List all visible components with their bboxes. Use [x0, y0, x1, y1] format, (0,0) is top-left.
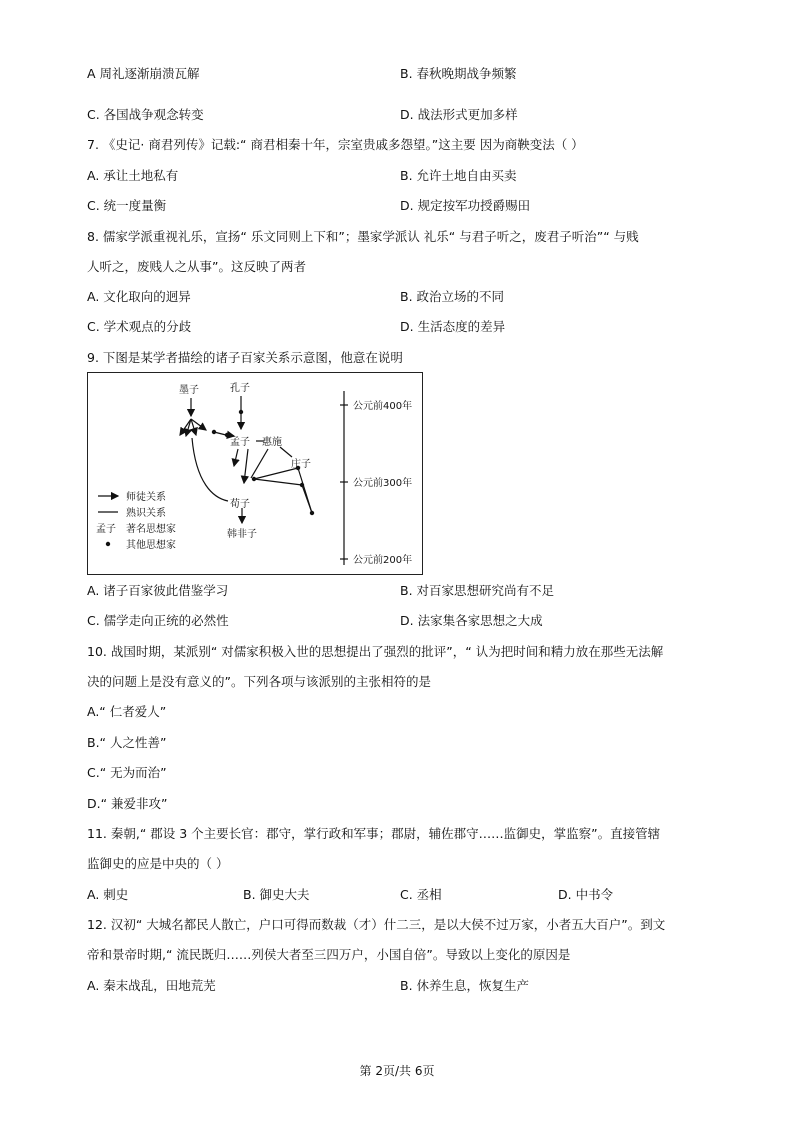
q8-option-a: A. 文化取向的迥异 [87, 289, 191, 304]
q8-option-c: C. 学术观点的分歧 [87, 319, 192, 334]
q12-stem-line1: 12. 汉初“ 大城名都民人散亡，户口可得而数裁（才）什二三，是以大侯不过万家，小者五大百户”。到文 [87, 917, 666, 932]
q7-option-a: A. 承让土地私有 [87, 168, 179, 183]
fig-label-mozi: 墨子 [179, 385, 199, 396]
q7-option-b: B. 允许土地自由买卖 [400, 168, 517, 183]
q7-option-c: C. 统一度量衡 [87, 198, 167, 213]
q10-option-b: B.“ 人之性善” [87, 735, 167, 750]
legend-other: 其他思想家 [126, 540, 176, 551]
q6-option-d: D. 战法形式更加多样 [400, 107, 518, 122]
timeline-label-200bc: 公元前200年 [353, 555, 413, 566]
q6-option-a: A 周礼逐渐崩溃瓦解 [87, 66, 200, 81]
q9-option-d: D. 法家集各家思想之大成 [400, 613, 543, 628]
q12-option-b: B. 休养生息，恢复生产 [400, 978, 530, 993]
legend-acquaint: 熟识关系 [126, 508, 166, 519]
q12-option-a: A. 秦末战乱，田地荒芜 [87, 978, 216, 993]
q11-option-c: C. 丞相 [400, 887, 442, 902]
fig-label-kongzi: 孔子 [230, 383, 250, 394]
q8-option-d: D. 生活态度的差异 [400, 319, 506, 334]
fig-label-zhuangzi: 庄子 [291, 459, 311, 470]
q10-option-a: A.“ 仁者爱人” [87, 704, 167, 719]
q10-option-c: C.“ 无为而治” [87, 765, 167, 780]
q7-stem: 7. 《史记· 商君列传》记载:“ 商君相秦十年，宗室贵戚多怨望。”这主要 因为商鞅变法（ ） [87, 137, 584, 152]
q9-option-b: B. 对百家思想研究尚有不足 [400, 583, 555, 598]
q10-option-d: D.“ 兼爱非攻” [87, 796, 168, 811]
q11-option-b: B. 御史大夫 [243, 887, 310, 902]
timeline-label-400bc: 公元前400年 [353, 401, 413, 412]
q11-option-d: D. 中书令 [558, 887, 614, 902]
legend-sample-name: 孟子 [96, 524, 116, 535]
q6-option-b: B. 春秋晚期战争频繁 [400, 66, 517, 81]
q10-stem-line2: 决的问题上是没有意义的”。下列各项与该派别的主张相符的是 [87, 674, 431, 689]
q11-option-a: A. 刺史 [87, 887, 129, 902]
q8-stem-line1: 8. 儒家学派重视礼乐，宣扬“ 乐文同则上下和”；墨家学派认 礼乐“ 与君子听之，废君子听治”“ 与贱 [87, 229, 639, 244]
q9-option-c: C. 儒学走向正统的必然性 [87, 613, 229, 628]
q10-stem-line1: 10. 战国时期，某派别“ 对儒家积极入世的思想提出了强烈的批评”，“ 认为把时间和精力放在那些无法解 [87, 644, 664, 659]
page-number: 第 2页/共 6页 [359, 1064, 435, 1078]
q7-option-d: D. 规定按军功授爵赐田 [400, 198, 531, 213]
q11-stem-line1: 11. 秦朝,“ 郡设 3 个主要长官：郡守，掌行政和军事；郡尉，辅佐郡守……监御史，掌监察”。直接管辖 [87, 826, 661, 841]
legend-famous: 著名思想家 [126, 524, 176, 535]
q11-stem-line2: 监御史的应是中央的（ ） [87, 856, 229, 871]
fig-label-xunzi: 荀子 [230, 499, 250, 510]
q9-stem: 9. 下图是某学者描绘的诸子百家关系示意图，他意在说明 [87, 350, 403, 365]
fig-label-mengzi: 孟子 [230, 437, 250, 448]
fig-label-huishi: 惠施 [262, 437, 282, 448]
legend-teacher: 师徒关系 [126, 492, 166, 503]
q12-stem-line2: 帝和景帝时期,“ 流民既归……列侯大者至三四万户，小国自倍”。导致以上变化的原因是 [87, 947, 571, 962]
q8-option-b: B. 政治立场的不同 [400, 289, 505, 304]
q9-option-a: A. 诸子百家彼此借鉴学习 [87, 583, 229, 598]
timeline-label-300bc: 公元前300年 [353, 478, 413, 489]
q8-stem-line2: 人听之，废贱人之从事”。这反映了两者 [87, 259, 306, 274]
q6-option-c: C. 各国战争观念转变 [87, 107, 204, 122]
schools-relation-diagram [87, 372, 423, 575]
fig-label-hanfeizi: 韩非子 [227, 529, 257, 540]
